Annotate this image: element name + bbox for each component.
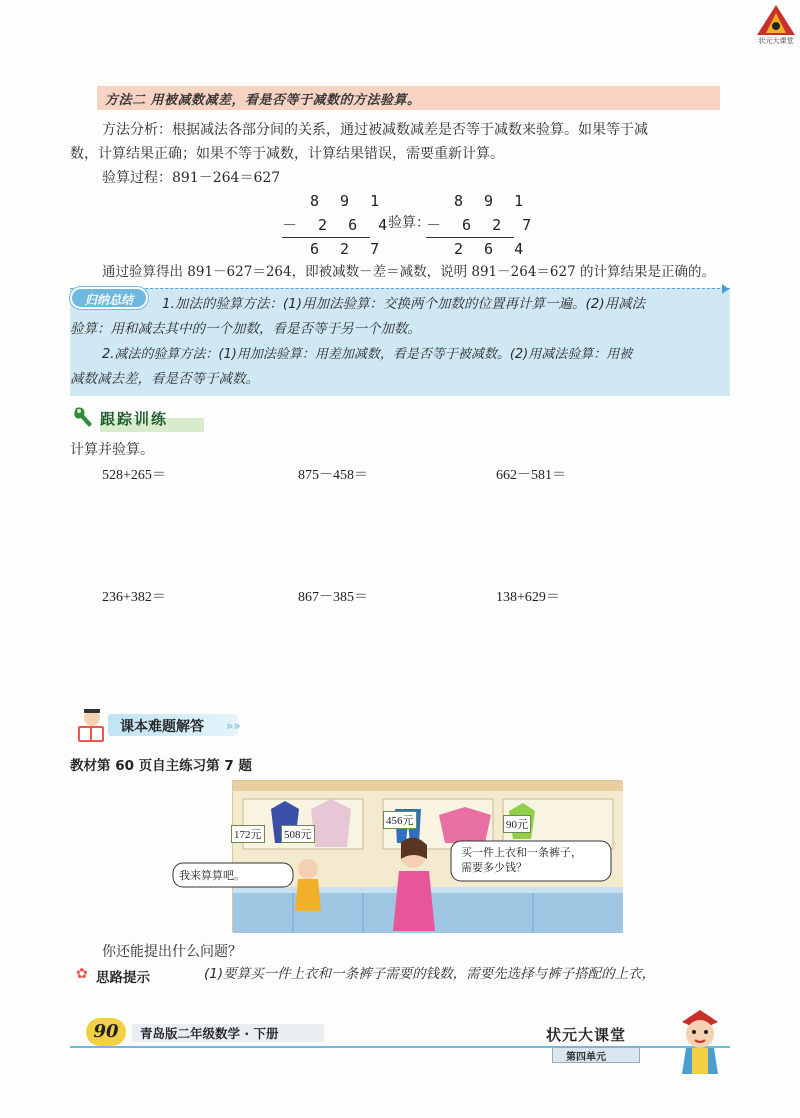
- hint-label: 思路提示: [96, 970, 150, 986]
- mascot-icon: [672, 1008, 728, 1074]
- woman-speech-line1: 买一件上衣和一条裤子，: [461, 846, 582, 859]
- check-label: 验算：: [388, 215, 430, 231]
- calc-divider: [282, 237, 370, 238]
- unit-label: 第四单元: [566, 1052, 606, 1063]
- calc-difference: 6 2 7: [310, 240, 386, 258]
- question-prompt: 你还能提出什么问题？: [102, 944, 242, 960]
- price-tag-172: 172元: [231, 825, 265, 843]
- logo-caption: 状元大课堂: [758, 37, 794, 45]
- student-reading-icon: [72, 706, 112, 746]
- vertical-calculation-check: [426, 192, 537, 262]
- calc-minuend: 8 9 1: [310, 192, 386, 210]
- training-title: 跟踪训练: [100, 410, 169, 428]
- problem-6: 138+629＝: [496, 590, 560, 605]
- publisher-logo: [752, 4, 800, 50]
- summary-line2: 验算：用和减去其中的一个加数，看是否等于另一个加数。: [70, 321, 421, 337]
- woman-speech-line2: 需要多少钱？: [461, 861, 527, 874]
- check-minuend: 8 9 1: [454, 192, 530, 210]
- method2-analysis-line2: 数，计算结果正确；如果不等于减数，计算结果错误，需要重新计算。: [70, 146, 504, 162]
- method2-process-label: 验算过程：891－264＝627: [102, 170, 281, 186]
- price-tag-508: 508元: [281, 825, 315, 843]
- check-divider: [426, 237, 514, 238]
- calc-subtrahend: － 2 6 4: [282, 216, 394, 234]
- problem-1: 528+265＝: [102, 468, 166, 483]
- double-arrow-icon: »»: [226, 719, 241, 733]
- vertical-calculation-original: [282, 192, 393, 262]
- check-subtrahend: － 6 2 7: [426, 216, 538, 234]
- method2-title-bar: 方法二 用被减数减差，看是否等于减数的方法验算。: [97, 86, 720, 110]
- training-instruction: 计算并验算。: [70, 442, 154, 458]
- girl-speech: 我来算算吧。: [179, 869, 245, 882]
- check-result: 2 6 4: [454, 240, 530, 258]
- method2-conclusion: 通过验算得出 891－627＝264，即被减数－差＝减数，说明 891－264＝627 的计算结果是正确的。: [102, 264, 715, 280]
- price-tag-456: 456元: [383, 811, 417, 829]
- woman-speech: [461, 845, 582, 875]
- summary-line1: 1.加法的验算方法：(1)用加法验算：交换两个加数的位置再计算一遍。(2)用减法: [162, 296, 646, 312]
- problem-4: 236+382＝: [102, 590, 166, 605]
- summary-badge: 归纳总结: [70, 287, 148, 309]
- summary-line4: 减数减去差，看是否等于减数。: [70, 371, 259, 387]
- flower-icon: ✿: [76, 966, 88, 982]
- problem-3: 662－581＝: [496, 468, 566, 483]
- page-number: 90: [86, 1018, 126, 1046]
- brand-name: 状元大课堂: [546, 1026, 627, 1044]
- textbook-subtitle: 教材第 60 页自主练习第 7 题: [70, 758, 252, 774]
- textbook-title: 课本难题解答: [120, 719, 204, 735]
- problem-2: 875－458＝: [298, 468, 368, 483]
- problem-5: 867－385＝: [298, 590, 368, 605]
- wrench-icon: [72, 404, 98, 430]
- summary-line3: 2.减法的验算方法：(1)用加法验算：用差加减数，看是否等于被减数。(2)用减法验算：用被: [102, 347, 633, 362]
- book-title: 青岛版二年级数学 · 下册: [140, 1026, 279, 1041]
- price-tag-90: 90元: [503, 815, 531, 833]
- shop-illustration: [179, 780, 622, 932]
- flame-logo-icon: [756, 4, 796, 36]
- method2-analysis-line1: 方法分析：根据减法各部分间的关系，通过被减数减差是否等于减数来验算。如果等于减: [102, 122, 648, 138]
- hint-text: (1)要算买一件上衣和一条裤子需要的钱数，需要先选择与裤子搭配的上衣，: [204, 966, 656, 982]
